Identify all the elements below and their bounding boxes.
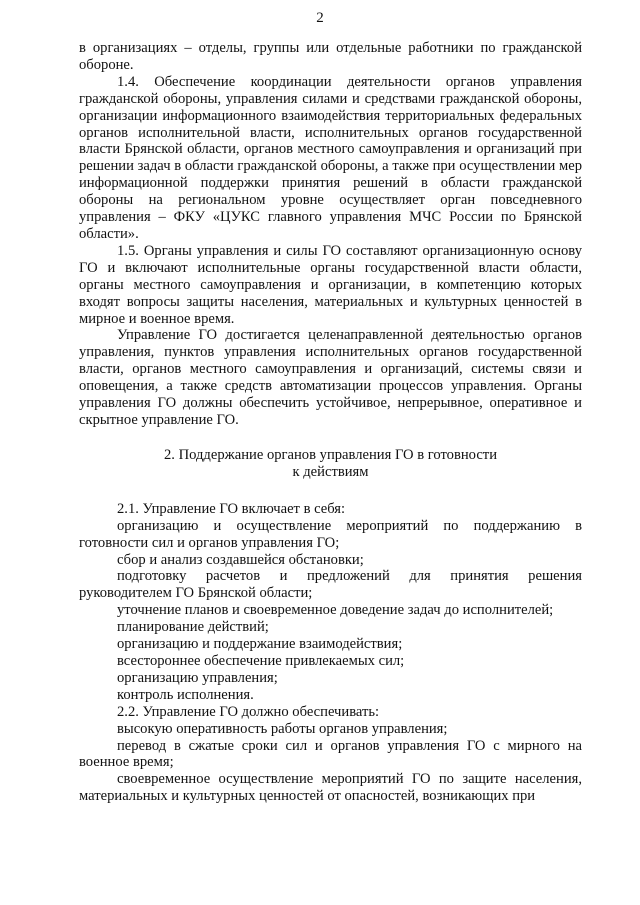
document-body bbox=[79, 40, 582, 805]
section-heading-line: 2. Поддержание органов управления ГО в готовности bbox=[164, 446, 497, 463]
list-item: сбор и анализ создавшейся обстановки; bbox=[117, 551, 364, 568]
list-item: контроль исполнения. bbox=[117, 686, 254, 703]
paragraph: Управление ГО достигается целенаправленной деятельностью органов управления, пунктов управления исполнительных органов государственной власти, органов местного самоуправления и организаций, системы связи и оповещения, а также средств автоматизации процессов управления. Органы управления ГО должны обеспечить устойчивое, непрерывное, оперативное и скрытное управление ГО. bbox=[79, 327, 582, 428]
list-item: организацию и поддержание взаимодействия; bbox=[117, 636, 403, 653]
paragraph: 2.1. Управление ГО включает в себя: bbox=[117, 500, 346, 517]
list-item: перевод в сжатые сроки сил и органов управления ГО с мирного на военное время; bbox=[79, 737, 582, 771]
paragraph: 1.4. Обеспечение координации деятельности органов управления гражданской обороны, управления силами и средствами гражданской обороны, организации информационного взаимодействия территориальных федеральных органов исполнительной власти, исполнительных органов государственной власти Брянской области, органов местного самоуправления и организаций при решении задач в области гражданской обороны, а также при осуществлении мер информационной поддержки принятия решений в области гражданской обороны на региональном уровне осуществляет орган повседневного управления – ФКУ «ЦУКС главного управления МЧС России по Брянской области». bbox=[79, 73, 582, 242]
list-item: подготовку расчетов и предложений для принятия решения руководителем ГО Брянской области; bbox=[79, 568, 582, 602]
section-heading-line: к действиям bbox=[292, 463, 369, 480]
list-item: организацию и осуществление мероприятий по поддержанию в готовности сил и органов управления ГО; bbox=[79, 517, 582, 551]
list-item: уточнение планов и своевременное доведение задач до исполнителей; bbox=[117, 602, 554, 619]
paragraph: 2.2. Управление ГО должно обеспечивать: bbox=[117, 703, 380, 720]
list-item: планирование действий; bbox=[117, 619, 269, 636]
section-heading bbox=[79, 447, 582, 481]
list-item: высокую оперативность работы органов управления; bbox=[117, 720, 448, 737]
paragraph: 1.5. Органы управления и силы ГО составляют организационную основу ГО и включают исполнительные органы государственной власти области, органы местного самоуправления и организации, в компетенцию которых входят вопросы защиты населения, материальных и культурных ценностей в мирное и военное время. bbox=[79, 242, 582, 327]
list-item: всестороннее обеспечение привлекаемых сил; bbox=[117, 653, 405, 669]
list-item: организацию управления; bbox=[117, 669, 278, 686]
paragraph: в организациях – отделы, группы или отдельные работники по гражданской обороне. bbox=[79, 40, 582, 73]
list-item: своевременное осуществление мероприятий ГО по защите населения, материальных и культурных ценностей от опасностей, возникающих при bbox=[79, 771, 582, 805]
page-number: 2 bbox=[316, 10, 324, 26]
